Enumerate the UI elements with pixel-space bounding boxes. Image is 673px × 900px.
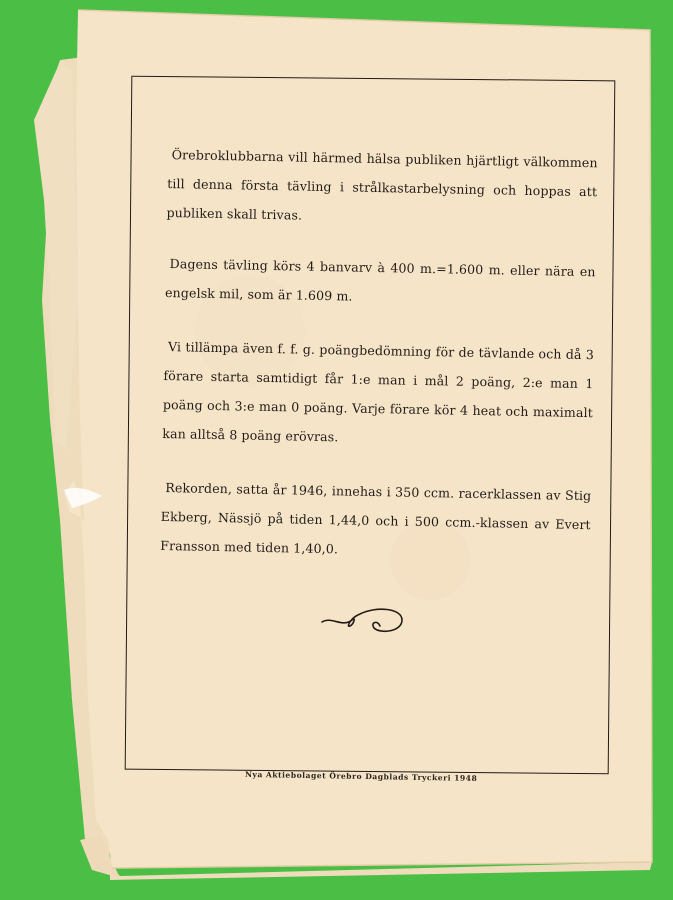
scoring-paragraph: Vi tillämpa även f. f. g. poängbedömning för de tävlande och då 3 förare starta samtidigt får 1:e man i mål 2 poäng, 2:e man 1 poäng och 3:e man 0 poäng. Varje förare kör 4 heat och maximalt kan alltså 8 poäng erövras.	[162, 339, 595, 445]
document-body	[159, 140, 597, 593]
race-distance-paragraph: Dagens tävling körs 4 banvarv à 400 m.=1.600 m. eller nära en engelsk mil, som är 1.609 m.	[164, 256, 596, 304]
welcome-paragraph: Örebroklubbarna vill härmed hälsa publiken hjärtligt välkommen till denna första tävling i strålkastarbelysning och hoppas att publiken skall trivas.	[166, 147, 598, 223]
records-paragraph: Rekorden, satta år 1946, innehas i 350 ccm. racerklassen av Stig Ekberg, Nässjö på tiden 1,44,0 och i 500 ccm.-klassen av Evert Fransson med tiden 1,40,0.	[160, 480, 592, 557]
decorative-flourish	[316, 600, 408, 640]
printer-imprint: Nya Aktiebolaget Örebro Dagblads Tryckeri 1948	[244, 769, 478, 783]
